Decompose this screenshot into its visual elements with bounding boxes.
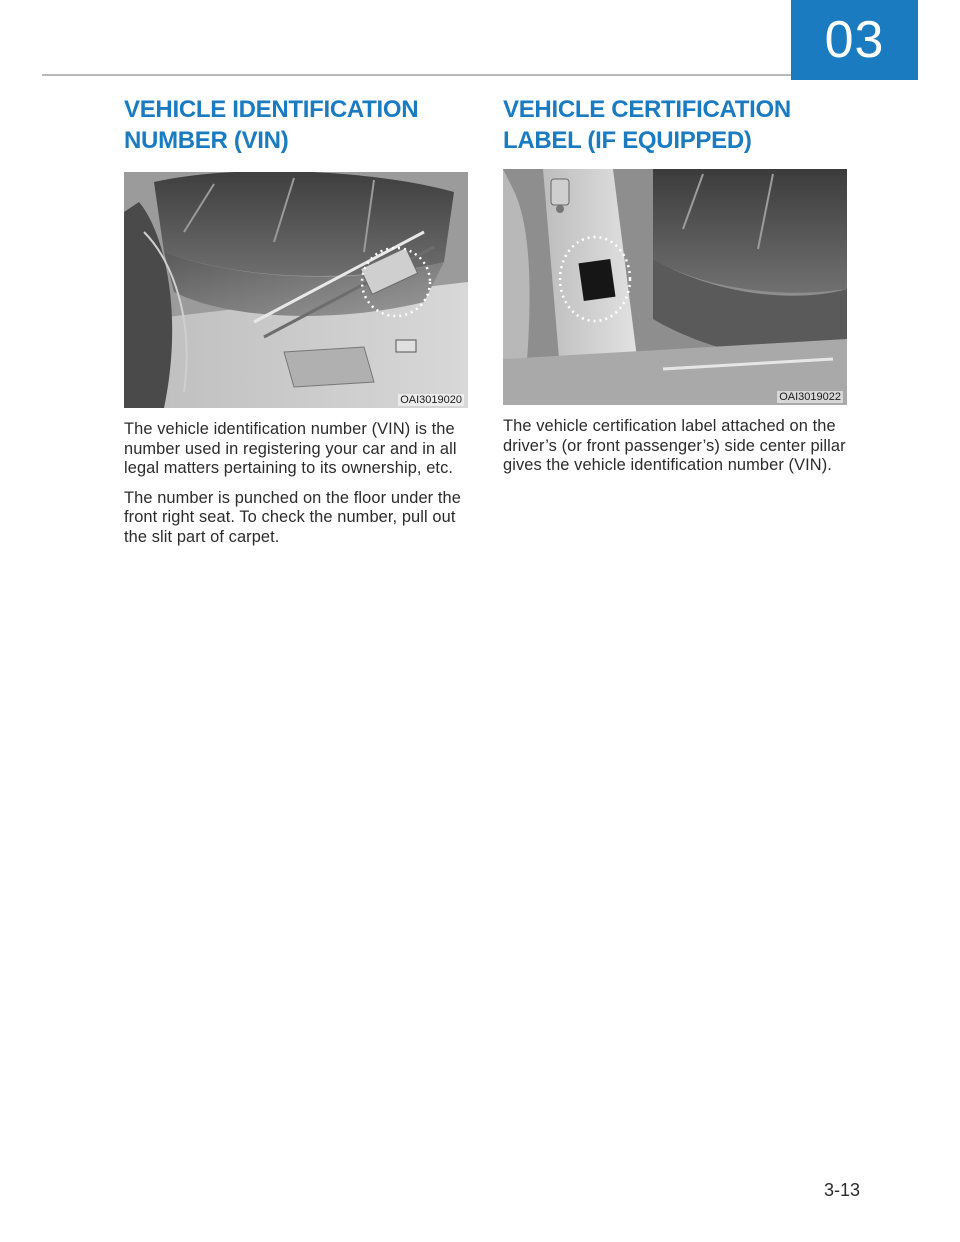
cert-title-line1: VEHICLE CERTIFICATION	[503, 96, 791, 123]
certification-section	[503, 94, 847, 476]
center-pillar-drawing	[503, 169, 847, 405]
vin-paragraph-2: The number is punched on the floor under the front right seat. To check the number, pull out the slit part of carpet.	[124, 488, 461, 546]
vin-title-line1: VEHICLE IDENTIFICATION	[124, 96, 419, 123]
seat-floor-drawing	[124, 172, 468, 408]
vin-title-line2: NUMBER (VIN)	[124, 127, 289, 154]
certification-label-illustration	[503, 169, 847, 405]
cert-paragraph-1: The vehicle certification label attached on the driver’s (or front passenger’s) side center pillar gives the vehicle identification number (VIN).	[503, 417, 846, 475]
vin-section-title	[124, 94, 468, 164]
vin-figure-code: OAI3019020	[400, 394, 462, 406]
cert-figure-code: OAI3019022	[779, 391, 841, 403]
vin-section	[124, 94, 468, 548]
vin-location-illustration	[124, 172, 468, 408]
certification-section-title	[503, 94, 847, 164]
header-rule	[42, 74, 792, 76]
vin-paragraph-1: The vehicle identification number (VIN) is the number used in registering your car and in all legal matters pertaining to its ownership, etc.	[124, 420, 457, 478]
page-number: 3-13	[823, 1180, 860, 1200]
cert-title-line2: LABEL (IF EQUIPPED)	[503, 127, 752, 154]
chapter-tab: 03	[791, 0, 918, 80]
